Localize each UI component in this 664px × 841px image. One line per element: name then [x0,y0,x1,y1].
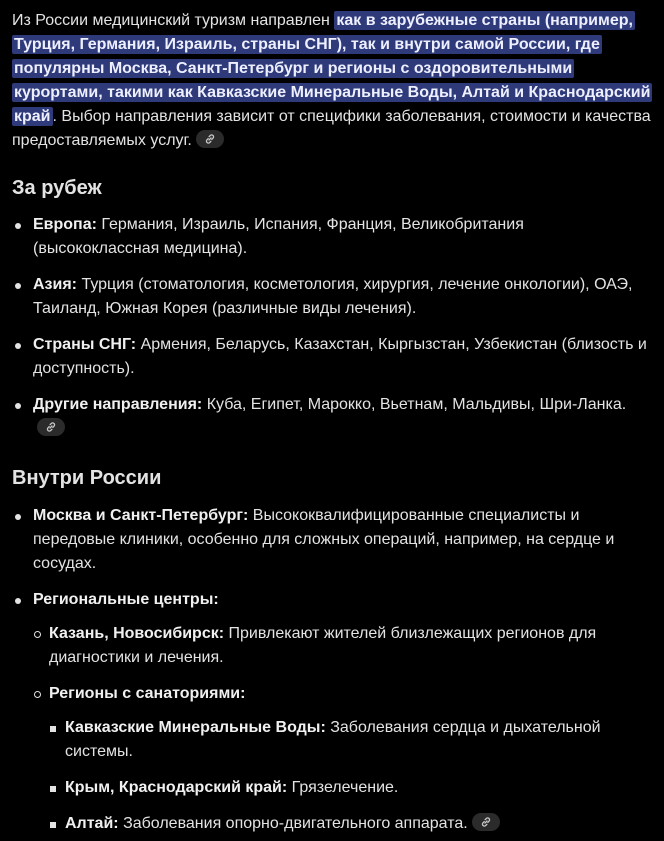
intro-text-after: . Выбор направления зависит от специфики заболевания, стоимости и качества предоставляемых услуг. [12,108,651,149]
list-item-text: Привлекают жителей близлежащих регионов для диагностики и лечения. [49,625,597,666]
section-heading-abroad: За рубеж [12,177,102,199]
list-item-text: Турция (стоматология, косметология, хирургия, лечение онкологии), ОАЭ, Таиланд, Южная Корея (различные виды лечения). [33,276,633,317]
sanatorium-regions-list [49,716,652,836]
list-item-label: Алтай: [65,815,119,832]
regional-centers-list [33,622,652,836]
list-item [49,812,652,836]
list-item [49,716,652,764]
list-item [12,333,652,381]
list-item-label: Другие направления: [33,396,203,413]
list-item-label: Региональные центры: [33,591,219,608]
source-link-chip-abroad[interactable] [37,418,65,436]
list-item [33,622,652,670]
link-icon [45,421,57,433]
list-item-label: Крым, Краснодарский край: [65,779,288,796]
list-item-text: Заболевания опорно-двигательного аппарата. [118,815,468,832]
list-item-text: Заболевания сердца и дыхательной системы. [65,719,601,760]
list-item-text: Германия, Израиль, Испания, Франция, Великобритания (высококлассная медицина). [33,216,524,257]
source-link-chip-intro[interactable] [196,130,224,148]
list-item [49,776,652,800]
list-item [12,273,652,321]
list-item-label: Азия: [33,276,78,293]
list-item-label: Казань, Новосибирск: [49,625,225,642]
link-icon [204,133,216,145]
list-item [12,393,652,441]
list-item-label: Кавказские Минеральные Воды: [65,719,326,736]
list-item [12,213,652,261]
russia-list [12,504,652,836]
list-item-text: Грязелечение. [287,779,399,796]
intro-text-before: Из России медицинский туризм направлен [12,12,335,29]
section-heading-russia: Внутри России [12,467,162,489]
list-item-text: Армения, Беларусь, Казахстан, Кыргызстан, Узбекистан (близость и доступность). [33,336,647,377]
source-link-chip-russia[interactable] [472,813,500,831]
list-item-label: Регионы с санаториями: [49,685,246,702]
abroad-list [12,213,652,441]
intro-paragraph [12,9,652,153]
list-item-text: Куба, Египет, Марокко, Вьетнам, Мальдивы, Шри-Ланка. [202,396,627,413]
list-item-text: Высококвалифицированные специалисты и передовые клиники, особенно для сложных операций, например, на сердце и сосудах. [33,507,615,572]
intro-highlighted-text[interactable]: как в зарубежные страны (например, Турция, Германия, Израиль, страны СНГ), так и внутри самой России, где популярны Москва, Санкт-Петербург и регионы с оздоровительными курортами, такими как Кавказские Минеральные Воды, Алтай и Краснодарский край [14,12,651,125]
list-item-label: Москва и Санкт-Петербург: [33,507,249,524]
list-item-label: Страны СНГ: [33,336,137,353]
link-icon [480,816,492,828]
list-item [12,588,652,836]
list-item [12,504,652,576]
list-item [33,682,652,836]
list-item-label: Европа: [33,216,97,233]
